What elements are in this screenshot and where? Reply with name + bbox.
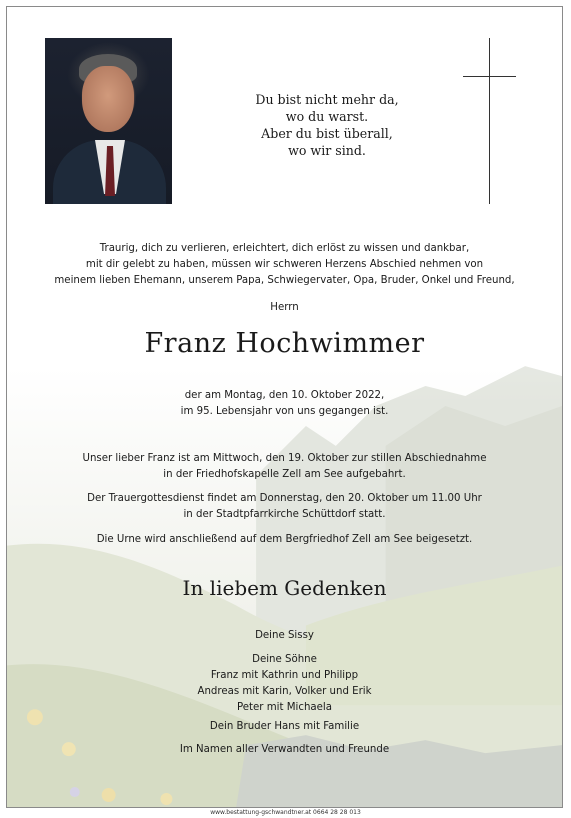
poem-line: Du bist nicht mehr da, — [255, 92, 399, 107]
cross-icon-bar — [463, 76, 516, 77]
death-notice-line: im 95. Lebensjahr von uns gegangen ist. — [180, 406, 389, 417]
mourner-sons-heading: Deine Söhne — [252, 654, 317, 665]
mourner-son: Franz mit Kathrin und Philipp — [210, 670, 359, 681]
portrait-photo — [45, 38, 172, 204]
viewing-line: in der Friedhofskapelle Zell am See aufgebahrt. — [163, 469, 406, 480]
viewing-info — [7, 451, 562, 483]
mourner-son: Peter mit Michaela — [237, 702, 332, 713]
mourners-sons — [7, 652, 562, 716]
mourner-brother: Dein Bruder Hans mit Familie — [209, 721, 360, 732]
poem-line: wo wir sind. — [288, 143, 366, 158]
footer-contact: www.bestattung-gschwandtner.at 0664 28 28 013 — [210, 809, 361, 816]
intro-line: Traurig, dich zu verlieren, erleichtert, dich erlöst zu wissen und dankbar, — [99, 243, 470, 254]
poem-line: wo du warst. — [285, 109, 369, 124]
memorial-heading: In liebem Gedenken — [182, 576, 387, 600]
death-notice-line: der am Montag, den 10. Oktober 2022, — [184, 390, 385, 401]
poem — [227, 91, 427, 159]
deceased-name: Franz Hochwimmer — [144, 328, 425, 359]
mourners-list — [7, 628, 562, 644]
salutation: Herrn — [270, 302, 299, 313]
viewing-line: Unser lieber Franz ist am Mittwoch, den 19. Oktober zur stillen Abschiednahme — [82, 453, 487, 464]
cross-icon — [489, 38, 490, 204]
intro-line: mit dir gelebt zu haben, müssen wir schweren Herzens Abschied nehmen von — [85, 259, 484, 270]
poem-line: Aber du bist überall, — [261, 126, 393, 141]
service-info — [7, 491, 562, 523]
service-line: in der Stadtpfarrkirche Schüttdorf statt. — [183, 509, 386, 520]
intro-text — [7, 241, 562, 289]
urn-info: Die Urne wird anschließend auf dem Bergfriedhof Zell am See beigesetzt. — [96, 534, 473, 545]
mourner-wife: Deine Sissy — [255, 630, 314, 641]
mourner-son: Andreas mit Karin, Volker und Erik — [197, 686, 372, 697]
intro-line: meinem lieben Ehemann, unserem Papa, Schwiegervater, Opa, Bruder, Onkel und Freund, — [54, 275, 515, 286]
obituary-card — [6, 6, 563, 808]
death-notice — [7, 388, 562, 420]
service-line: Der Trauergottesdienst findet am Donnerstag, den 20. Oktober um 11.00 Uhr — [87, 493, 482, 504]
mourner-others: Im Namen aller Verwandten und Freunde — [179, 744, 390, 755]
